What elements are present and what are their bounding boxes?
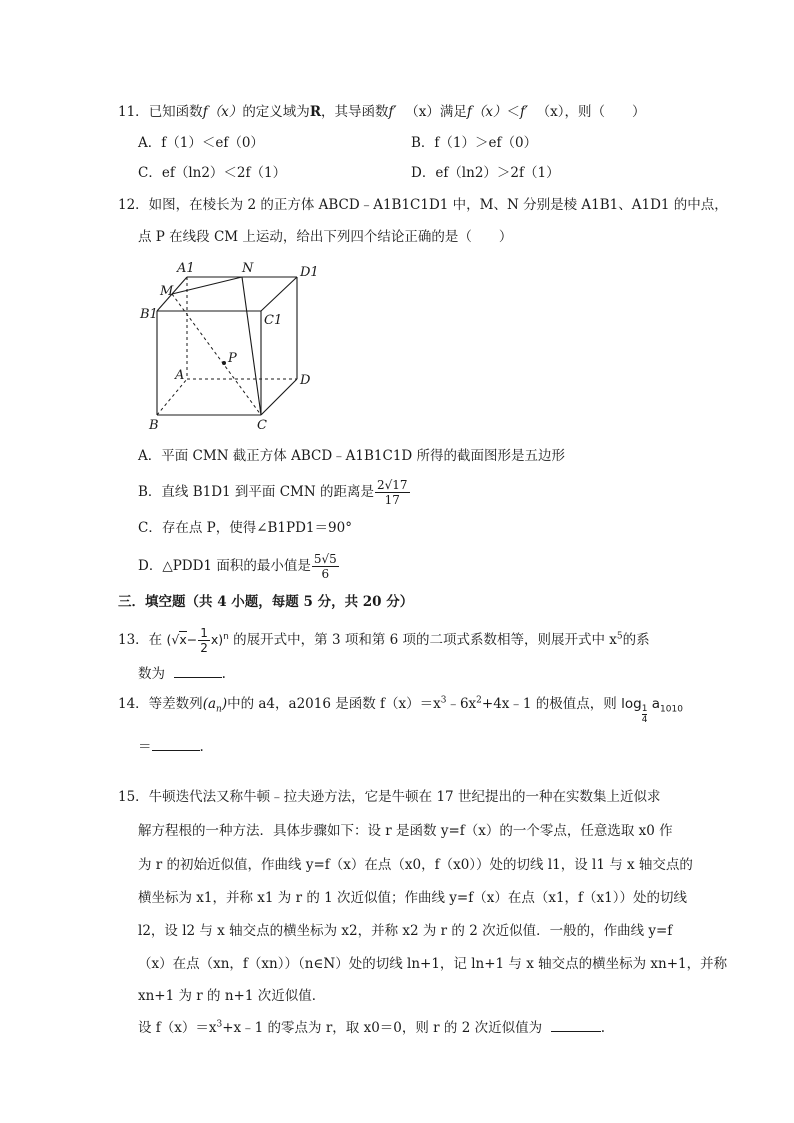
q14-stem: 14．等差数列$(a_n)$中的 a4，a2016 是函数 $f(x)=x^3﹣6x^2+4x﹣1$ 的极值点，则 log $\frac{1}{4}$ $a_{1010}$ — [118, 695, 683, 725]
area-fraction: $\frac{5√5}{6}$ — [313, 552, 337, 581]
label-a: A — [175, 368, 185, 383]
q15-line6: （x）在点（xn，f（xn））（n∈N）处的切线 ln+1，记 ln+1 与 x 轴交点的横坐标为 xn+1，并称 — [138, 956, 728, 972]
section-heading: 三．填空题（共 4 小题，每题 5 分，共 20 分） — [118, 594, 414, 610]
q12-stem-line1: 12．如图，在棱长为 2 的正方体 ABCD﹣A1B1C1D1 中，M、N 分别是棱 A1B1、A1D1 的中点， — [118, 197, 728, 213]
q12-option-a: A．平面 CMN 截正方体 ABCD﹣A1B1C1D 所得的截面图形是五边形 — [138, 448, 566, 464]
label-c1: C1 — [264, 313, 283, 328]
q12-option-b: B．直线 B1D1 到平面 CMN 的距离是 $\frac{2√17}{17}$ — [138, 478, 408, 507]
label-b: B — [149, 418, 159, 433]
q15-line3: 为 r 的初始近似值，作曲线 y=f（x）在点（x0，f（x0））处的切线 l1，设 l1 与 x 轴交点的 — [138, 857, 693, 873]
edge-cd — [261, 379, 297, 415]
binomial-expression: (√x− $\frac{1}{2}$ x)$^n$ — [166, 626, 229, 655]
q13-stem: 13．在 (√x− $\frac{1}{2}$ x)$^n$ 的展开式中，第 3 项和第 6 项的二项式系数相等，则展开式中 $x^5$的系 — [118, 626, 650, 655]
segment-nc — [242, 277, 261, 415]
label-m: M — [160, 284, 174, 299]
q11-stem: 11．已知函数f（x）的定义域为R，其导函数f′ （x）满足f（x）＜f′ （x），则（ ） — [118, 104, 646, 120]
point-p — [222, 361, 226, 365]
label-d1: D1 — [300, 265, 319, 280]
q15-line2: 解方程根的一种方法．具体步骤如下：设 r 是函数 y=f（x）的一个零点，任意选取 x0 作 — [138, 823, 673, 839]
q15-line7: xn+1 为 r 的 n+1 次近似值． — [138, 988, 326, 1004]
q11-option-b: B．f（1）＞ef（0） — [411, 135, 538, 151]
q13-answer-line: 数为 . — [138, 666, 226, 682]
label-c: C — [257, 418, 267, 433]
label-a1: A1 — [177, 261, 195, 276]
q15-line5: l2，设 l2 与 x 轴交点的横坐标为 x2，并称 x2 为 r 的 2 次近似值．一般的，作曲线 y=f — [138, 923, 673, 939]
q12-option-c: C．存在点 P，使得∠B1PD1＝90° — [138, 520, 352, 536]
distance-fraction: $\frac{2√17}{17}$ — [376, 478, 408, 507]
q15-line4: 横坐标为 x1，并称 x1 为 r 的 1 次近似值；作曲线 y=f（x）在点（x1，f（x1））处的切线 — [138, 890, 687, 906]
cube-figure — [135, 255, 335, 435]
q14-answer-line: ＝ . — [138, 739, 204, 755]
q15-line1: 15．牛顿迭代法又称牛顿﹣拉夫逊方法，它是牛顿在 17 世纪提出的一种在实数集上近似求 — [118, 789, 661, 805]
q11-option-d: D．ef（ln2）＞2f（1） — [411, 165, 560, 181]
q15-blank — [551, 1019, 601, 1032]
q12-stem-line2: 点 P 在线段 CM 上运动，给出下列四个结论正确的是（ ） — [138, 229, 513, 245]
hidden-segment-cm — [172, 294, 261, 415]
q13-blank — [174, 665, 222, 678]
segment-mn — [172, 277, 242, 294]
q15-line8: 设 $f(x)=x^3+x﹣1$ 的零点为 r，取 x0＝0，则 r 的 2 次近似值为 . — [138, 1019, 605, 1036]
label-b1: B1 — [140, 307, 158, 322]
log-expression: log $\frac{1}{4}$ $a_{1010}$ — [621, 696, 683, 725]
q12-option-d: D．△PDD1 面积的最小值是 $\frac{5√5}{6}$ — [138, 552, 337, 581]
q14-blank — [152, 738, 200, 751]
edge-c1d1 — [261, 277, 297, 311]
q11-option-a: A．f（1）＜ef（0） — [138, 135, 264, 151]
q11-option-c: C．ef（ln2）＜2f（1） — [138, 165, 287, 181]
label-n: N — [242, 261, 254, 276]
label-d: D — [300, 373, 311, 388]
hidden-edge-ab — [157, 379, 187, 415]
label-p: P — [228, 351, 237, 366]
